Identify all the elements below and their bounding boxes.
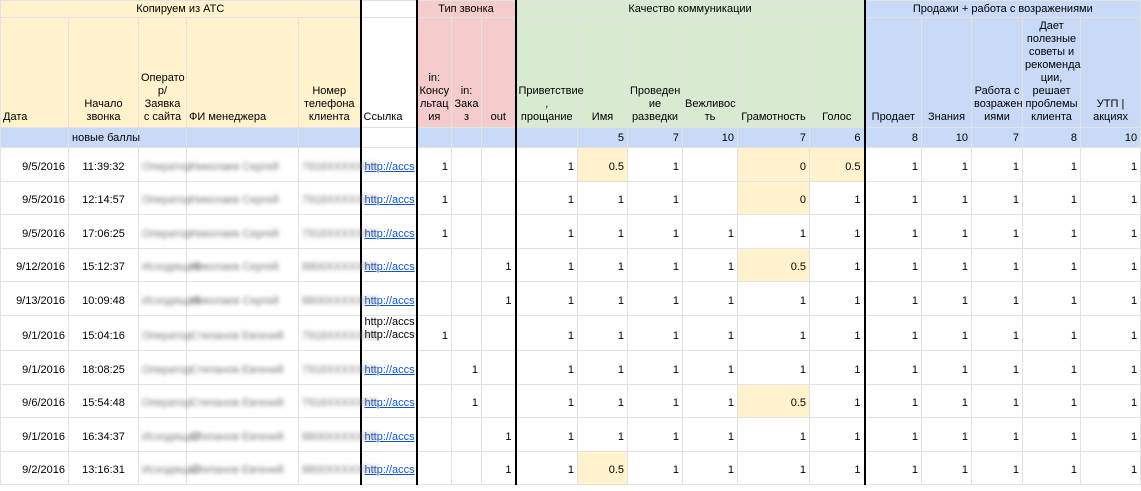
- operator-cell[interactable]: [139, 315, 192, 350]
- score-cell[interactable]: 1: [516, 181, 578, 215]
- date-cell[interactable]: 9/5/2016: [1, 148, 69, 182]
- score-cell[interactable]: 1: [865, 282, 922, 316]
- redacted-text: 7916XXXXXXX: [302, 329, 378, 342]
- weight-cell[interactable]: 10: [1081, 128, 1141, 148]
- phone-cell[interactable]: [299, 384, 378, 418]
- redacted-text: Оператор: [142, 397, 192, 410]
- score-cell[interactable]: 1: [865, 181, 922, 215]
- weight-cell[interactable]: [516, 128, 578, 148]
- score-cell[interactable]: 1: [683, 384, 738, 418]
- score-cell[interactable]: 1: [578, 418, 628, 452]
- score-cell[interactable]: 1: [1023, 384, 1081, 418]
- redacted-text: Исходящий: [142, 294, 201, 307]
- score-cell[interactable]: 1: [1081, 282, 1141, 316]
- recording-link[interactable]: http://accs: [364, 397, 415, 410]
- column-header[interactable]: Вежливос ть: [683, 18, 738, 128]
- weights-label[interactable]: новые баллы: [69, 128, 139, 148]
- score-cell[interactable]: 1: [922, 282, 972, 316]
- score-cell[interactable]: 1: [865, 384, 922, 418]
- score-cell[interactable]: 1: [516, 315, 578, 350]
- time-cell[interactable]: 17:06:25: [69, 215, 139, 249]
- column-header[interactable]: Дает полезные советы и рекомендa ции, решает проблемы клиента: [1023, 18, 1081, 128]
- score-cell[interactable]: 1: [865, 350, 922, 384]
- recording-link[interactable]: http://accs: [364, 261, 415, 274]
- score-cell[interactable]: 1: [482, 282, 516, 316]
- score-cell[interactable]: [417, 451, 452, 485]
- score-cell[interactable]: 1: [683, 282, 738, 316]
- score-cell[interactable]: [417, 418, 452, 452]
- score-cell[interactable]: 0.5: [578, 148, 628, 182]
- score-cell[interactable]: 1: [972, 451, 1023, 485]
- score-cell[interactable]: 1: [1023, 181, 1081, 215]
- score-cell[interactable]: 1: [1081, 315, 1141, 350]
- weight-cell[interactable]: 5: [578, 128, 628, 148]
- weight-cell[interactable]: 7: [738, 128, 810, 148]
- score-cell[interactable]: 1: [578, 384, 628, 418]
- column-header[interactable]: Номер телефона клиента: [299, 18, 361, 128]
- redacted-text: 7916XXXXXXX: [302, 227, 378, 240]
- score-cell[interactable]: 1: [738, 282, 810, 316]
- score-cell[interactable]: [417, 248, 452, 282]
- weights-row: [1, 128, 1141, 148]
- score-cell[interactable]: 1: [972, 181, 1023, 215]
- date-cell[interactable]: 9/1/2016: [1, 315, 69, 350]
- score-cell[interactable]: 1: [1081, 451, 1141, 485]
- score-cell[interactable]: 1: [922, 181, 972, 215]
- score-cell[interactable]: 1: [1081, 248, 1141, 282]
- score-cell[interactable]: 1: [922, 148, 972, 182]
- phone-cell[interactable]: [299, 315, 378, 350]
- score-cell[interactable]: [452, 248, 482, 282]
- redacted-text: Оператор: [142, 329, 192, 342]
- score-cell[interactable]: 1: [1081, 384, 1141, 418]
- time-cell[interactable]: 15:12:37: [69, 248, 139, 282]
- weight-cell[interactable]: [299, 128, 361, 148]
- time-cell[interactable]: 18:08:25: [69, 350, 139, 384]
- redacted-text: Оператор: [142, 363, 192, 376]
- score-cell[interactable]: 1: [516, 384, 578, 418]
- table-row: [1, 282, 1141, 316]
- score-cell[interactable]: 1: [972, 350, 1023, 384]
- score-cell[interactable]: [452, 451, 482, 485]
- date-cell[interactable]: 9/2/2016: [1, 451, 69, 485]
- column-header[interactable]: Знания: [922, 18, 972, 128]
- manager-name-cell[interactable]: [187, 148, 299, 182]
- weight-cell[interactable]: 8: [865, 128, 922, 148]
- score-cell[interactable]: 1: [482, 451, 516, 485]
- redacted-text: 8800XXXXXXX: [302, 261, 378, 274]
- score-cell[interactable]: 1: [628, 451, 683, 485]
- redacted-text: Степанов Евгений: [190, 430, 284, 443]
- phone-cell[interactable]: [299, 248, 378, 282]
- score-cell[interactable]: 1: [972, 418, 1023, 452]
- score-cell[interactable]: 1: [516, 248, 578, 282]
- redacted-text: Николаев Сергей: [190, 294, 279, 307]
- score-cell[interactable]: 1: [482, 418, 516, 452]
- score-cell[interactable]: 1: [810, 418, 865, 452]
- score-cell[interactable]: 1: [1081, 181, 1141, 215]
- operator-cell[interactable]: [139, 418, 201, 452]
- score-cell[interactable]: 1: [972, 282, 1023, 316]
- score-cell[interactable]: 1: [1023, 418, 1081, 452]
- manager-name-cell[interactable]: [187, 181, 299, 215]
- score-cell[interactable]: 1: [738, 350, 810, 384]
- score-cell[interactable]: 1: [972, 215, 1023, 249]
- score-cell[interactable]: 1: [628, 148, 683, 182]
- score-cell[interactable]: 1: [516, 350, 578, 384]
- operator-cell[interactable]: [139, 148, 192, 182]
- score-cell[interactable]: 1: [628, 282, 683, 316]
- score-cell[interactable]: 1: [865, 248, 922, 282]
- group-sales: Продажи + работа с возражениями: [865, 1, 1141, 18]
- score-cell[interactable]: 1: [738, 418, 810, 452]
- weight-cell[interactable]: [417, 128, 452, 148]
- column-header[interactable]: Имя: [578, 18, 628, 128]
- score-cell[interactable]: 1: [578, 181, 628, 215]
- table-row: [1, 248, 1141, 282]
- phone-cell[interactable]: [299, 181, 378, 215]
- score-cell[interactable]: 1: [810, 248, 865, 282]
- table-row: [1, 148, 1141, 182]
- score-cell[interactable]: 1: [628, 418, 683, 452]
- score-cell[interactable]: [482, 315, 516, 350]
- time-cell[interactable]: 15:54:48: [69, 384, 139, 418]
- score-cell[interactable]: 1: [738, 451, 810, 485]
- score-cell[interactable]: [482, 350, 516, 384]
- score-cell[interactable]: [452, 181, 482, 215]
- score-cell[interactable]: 1: [628, 215, 683, 249]
- column-header[interactable]: Ссылка: [361, 18, 417, 128]
- column-header[interactable]: Голос: [810, 18, 865, 128]
- score-cell[interactable]: 1: [628, 315, 683, 350]
- manager-name-cell[interactable]: [187, 315, 299, 350]
- score-cell[interactable]: 1: [516, 215, 578, 249]
- score-cell[interactable]: 1: [417, 315, 452, 350]
- score-cell[interactable]: [417, 384, 452, 418]
- column-header-row: [1, 18, 1141, 128]
- score-cell[interactable]: 1: [452, 384, 482, 418]
- score-cell[interactable]: 1: [865, 315, 922, 350]
- recording-link[interactable]: http://accs: [364, 430, 415, 443]
- weight-cell[interactable]: [361, 128, 417, 148]
- phone-cell[interactable]: [299, 148, 378, 182]
- recording-link[interactable]: http://accs: [364, 363, 415, 376]
- score-cell[interactable]: 1: [683, 315, 738, 350]
- score-cell[interactable]: 1: [810, 384, 865, 418]
- redacted-text: Степанов Евгений: [190, 464, 284, 477]
- group-quality: Качество коммуникации: [516, 1, 865, 18]
- column-header[interactable]: Проведен ие разведки: [628, 18, 683, 128]
- score-cell[interactable]: 0: [738, 181, 810, 215]
- weight-cell[interactable]: [187, 128, 299, 148]
- redacted-text: Степанов Евгений: [190, 397, 284, 410]
- score-cell[interactable]: 1: [972, 148, 1023, 182]
- time-cell[interactable]: 16:34:37: [69, 418, 139, 452]
- phone-cell[interactable]: [299, 350, 378, 384]
- score-cell[interactable]: 1: [922, 384, 972, 418]
- redacted-text: 8800XXXXXXX: [302, 430, 378, 443]
- score-cell[interactable]: 1: [578, 215, 628, 249]
- score-cell[interactable]: 1: [578, 282, 628, 316]
- table-row: [1, 384, 1141, 418]
- score-cell[interactable]: 1: [810, 315, 865, 350]
- redacted-text: Николаев Сергей: [190, 194, 279, 207]
- score-cell[interactable]: 1: [922, 451, 972, 485]
- weight-cell[interactable]: [482, 128, 516, 148]
- score-cell[interactable]: 0.5: [810, 148, 865, 182]
- redacted-text: Николаев Сергей: [190, 160, 279, 173]
- score-cell[interactable]: 1: [810, 282, 865, 316]
- manager-name-cell[interactable]: [187, 350, 299, 384]
- score-cell[interactable]: [452, 282, 482, 316]
- weights-blank-cell[interactable]: [1, 128, 69, 148]
- score-cell[interactable]: 1: [417, 148, 452, 182]
- score-cell[interactable]: 0.5: [578, 451, 628, 485]
- score-cell[interactable]: [482, 148, 516, 182]
- redacted-text: 7916XXXXXXX: [302, 160, 378, 173]
- date-cell[interactable]: 9/5/2016: [1, 181, 69, 215]
- recording-link[interactable]: http://accs: [364, 160, 415, 173]
- operator-cell[interactable]: [139, 282, 201, 316]
- score-cell[interactable]: 1: [922, 350, 972, 384]
- score-cell[interactable]: 1: [1081, 148, 1141, 182]
- score-cell[interactable]: 1: [1023, 282, 1081, 316]
- date-cell[interactable]: 9/6/2016: [1, 384, 69, 418]
- manager-name-cell[interactable]: [187, 418, 299, 452]
- group-ats: Копируем из АТС: [1, 1, 361, 18]
- date-cell[interactable]: 9/5/2016: [1, 215, 69, 249]
- score-cell[interactable]: [683, 148, 738, 182]
- operator-cell[interactable]: [139, 350, 192, 384]
- score-cell[interactable]: 1: [972, 248, 1023, 282]
- recording-link[interactable]: http://accs: [364, 227, 415, 240]
- column-header[interactable]: Приветствие , прощание: [516, 18, 578, 128]
- score-cell[interactable]: 1: [1023, 350, 1081, 384]
- weight-cell[interactable]: 7: [628, 128, 683, 148]
- score-cell[interactable]: 1: [810, 181, 865, 215]
- score-cell[interactable]: 1: [865, 148, 922, 182]
- phone-cell[interactable]: [299, 418, 378, 452]
- score-cell[interactable]: 1: [516, 451, 578, 485]
- redacted-text: Оператор: [142, 160, 192, 173]
- score-cell[interactable]: 1: [1023, 315, 1081, 350]
- score-cell[interactable]: 1: [1081, 215, 1141, 249]
- operator-cell[interactable]: [139, 181, 192, 215]
- column-header[interactable]: Операто р/Заявка с сайта: [139, 18, 187, 128]
- group-call-type: Тип звонка: [417, 1, 516, 18]
- weight-cell[interactable]: 10: [922, 128, 972, 148]
- score-cell[interactable]: 1: [922, 315, 972, 350]
- score-cell[interactable]: 1: [865, 418, 922, 452]
- operator-cell[interactable]: [139, 248, 201, 282]
- score-cell[interactable]: 1: [972, 384, 1023, 418]
- operator-cell[interactable]: [139, 384, 192, 418]
- score-cell[interactable]: 1: [683, 350, 738, 384]
- score-cell[interactable]: 1: [578, 315, 628, 350]
- score-cell[interactable]: 1: [516, 418, 578, 452]
- redacted-text: Исходящий: [142, 261, 201, 274]
- date-cell[interactable]: 9/13/2016: [1, 282, 69, 316]
- column-header[interactable]: УТП | акциях: [1081, 18, 1141, 128]
- column-header[interactable]: in: Консу льтац ия: [417, 18, 452, 128]
- time-cell[interactable]: 10:09:48: [69, 282, 139, 316]
- redacted-text: Оператор: [142, 194, 192, 207]
- column-header[interactable]: Работа с возражен иями: [972, 18, 1023, 128]
- weight-cell[interactable]: [139, 128, 187, 148]
- manager-name-cell[interactable]: [187, 248, 299, 282]
- column-header[interactable]: out: [482, 18, 516, 128]
- score-cell[interactable]: 1: [922, 248, 972, 282]
- score-cell[interactable]: 0: [738, 148, 810, 182]
- score-cell[interactable]: 1: [865, 451, 922, 485]
- table-row: [1, 315, 1141, 350]
- score-cell[interactable]: [482, 215, 516, 249]
- date-cell[interactable]: 9/1/2016: [1, 350, 69, 384]
- column-header[interactable]: Начало звонка: [69, 18, 139, 128]
- time-cell[interactable]: 15:04:16: [69, 315, 139, 350]
- score-cell[interactable]: 1: [1023, 248, 1081, 282]
- score-cell[interactable]: 1: [1081, 350, 1141, 384]
- table-row: [1, 451, 1141, 485]
- redacted-text: 7916XXXXXXX: [302, 363, 378, 376]
- score-cell[interactable]: 1: [1023, 215, 1081, 249]
- score-cell[interactable]: [452, 418, 482, 452]
- score-cell[interactable]: 1: [810, 350, 865, 384]
- column-header[interactable]: ФИ менеджера: [187, 18, 299, 128]
- redacted-text: 7916XXXXXXX: [302, 194, 378, 207]
- manager-name-cell[interactable]: [187, 282, 299, 316]
- score-cell[interactable]: 1: [628, 181, 683, 215]
- score-cell[interactable]: 1: [628, 248, 683, 282]
- column-header[interactable]: Грамотность: [738, 18, 810, 128]
- phone-cell[interactable]: [299, 215, 378, 249]
- score-cell[interactable]: 1: [683, 451, 738, 485]
- weight-cell[interactable]: 6: [810, 128, 865, 148]
- redacted-text: Степанов Евгений: [190, 329, 284, 342]
- score-cell[interactable]: 1: [417, 181, 452, 215]
- score-cell[interactable]: 1: [683, 418, 738, 452]
- weight-cell[interactable]: 10: [683, 128, 738, 148]
- weight-cell[interactable]: 8: [1023, 128, 1081, 148]
- score-cell[interactable]: 1: [738, 315, 810, 350]
- score-cell[interactable]: 1: [628, 384, 683, 418]
- score-cell[interactable]: 1: [922, 418, 972, 452]
- score-cell[interactable]: 1: [972, 315, 1023, 350]
- table-row: [1, 215, 1141, 249]
- score-cell[interactable]: 1: [865, 215, 922, 249]
- date-cell[interactable]: 9/1/2016: [1, 418, 69, 452]
- group-link-blank: [361, 1, 417, 18]
- score-cell[interactable]: 1: [683, 248, 738, 282]
- column-header[interactable]: in: Зака з: [452, 18, 482, 128]
- column-header[interactable]: Дата: [1, 18, 69, 128]
- score-cell[interactable]: [452, 315, 482, 350]
- weight-cell[interactable]: [452, 128, 482, 148]
- weight-cell[interactable]: 7: [972, 128, 1023, 148]
- column-header[interactable]: Продает: [865, 18, 922, 128]
- manager-name-cell[interactable]: [187, 215, 299, 249]
- score-cell[interactable]: [452, 215, 482, 249]
- score-cell[interactable]: [482, 181, 516, 215]
- data-rows: [1, 148, 1141, 485]
- table-row: [1, 181, 1141, 215]
- score-cell[interactable]: 1: [578, 350, 628, 384]
- score-cell[interactable]: 1: [810, 451, 865, 485]
- score-cell[interactable]: 1: [1023, 451, 1081, 485]
- score-cell[interactable]: [452, 148, 482, 182]
- score-cell[interactable]: 1: [628, 350, 683, 384]
- operator-cell[interactable]: [139, 451, 201, 485]
- group-header-row: [1, 1, 1141, 18]
- table-row: [1, 350, 1141, 384]
- score-cell[interactable]: 1: [738, 215, 810, 249]
- manager-name-cell[interactable]: [187, 384, 299, 418]
- manager-name-cell[interactable]: [187, 451, 299, 485]
- score-cell[interactable]: 1: [922, 215, 972, 249]
- redacted-text: Николаев Сергей: [190, 261, 279, 274]
- score-cell[interactable]: 1: [683, 215, 738, 249]
- score-cell[interactable]: 0.5: [738, 384, 810, 418]
- phone-cell[interactable]: [299, 282, 378, 316]
- recording-link[interactable]: http://accs: [364, 294, 415, 307]
- redacted-text: Степанов Евгений: [190, 363, 284, 376]
- score-cell[interactable]: 1: [1081, 418, 1141, 452]
- redacted-text: Исходящий: [142, 430, 201, 443]
- score-cell[interactable]: 1: [578, 248, 628, 282]
- score-cell[interactable]: [683, 181, 738, 215]
- score-cell[interactable]: 1: [482, 248, 516, 282]
- score-cell[interactable]: 1: [1023, 148, 1081, 182]
- recording-link[interactable]: http://accs: [364, 464, 415, 477]
- time-cell[interactable]: 13:16:31: [69, 451, 139, 485]
- score-cell[interactable]: 1: [810, 215, 865, 249]
- score-cell[interactable]: [417, 282, 452, 316]
- score-cell[interactable]: 1: [417, 215, 452, 249]
- score-cell[interactable]: 1: [516, 148, 578, 182]
- redacted-text: 8800XXXXXXX: [302, 464, 378, 477]
- operator-cell[interactable]: [139, 215, 192, 249]
- link-cell[interactable]: http://accs http://accs: [361, 315, 417, 350]
- time-cell[interactable]: 12:14:57: [69, 181, 139, 215]
- redacted-text: Николаев Сергей: [190, 227, 279, 240]
- score-cell[interactable]: 1: [516, 282, 578, 316]
- date-cell[interactable]: 9/12/2016: [1, 248, 69, 282]
- score-cell[interactable]: 0.5: [738, 248, 810, 282]
- score-cell[interactable]: 1: [452, 350, 482, 384]
- table-row: [1, 418, 1141, 452]
- score-cell[interactable]: [417, 350, 452, 384]
- score-cell[interactable]: [482, 384, 516, 418]
- redacted-text: 8800XXXXXXX: [302, 294, 378, 307]
- redacted-text: 7916XXXXXXX: [302, 397, 378, 410]
- redacted-text: Оператор: [142, 227, 192, 240]
- time-cell[interactable]: 11:39:32: [69, 148, 139, 182]
- phone-cell[interactable]: [299, 451, 378, 485]
- recording-link[interactable]: http://accs: [364, 194, 415, 207]
- redacted-text: Исходящий: [142, 464, 201, 477]
